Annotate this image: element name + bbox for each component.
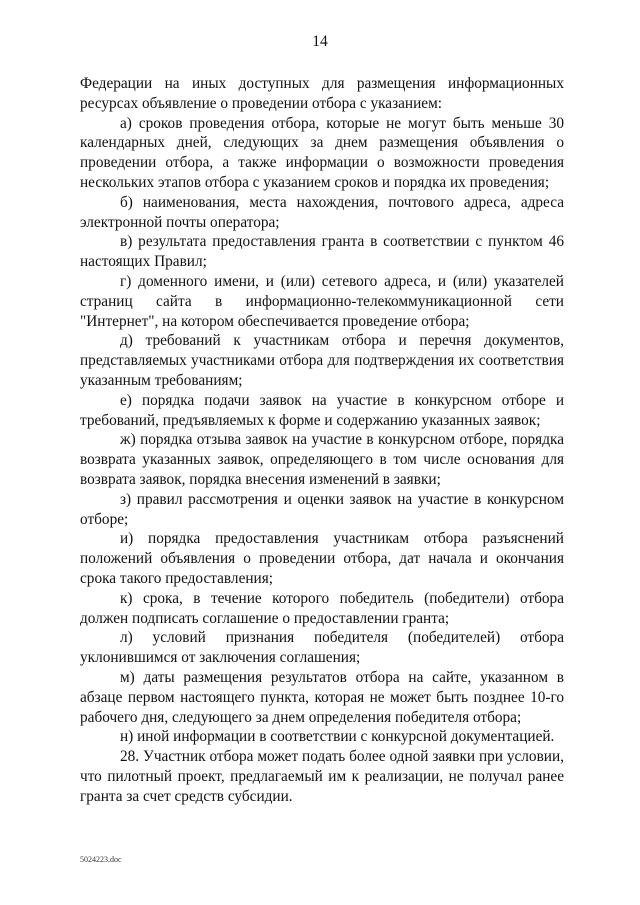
paragraph-item-k: к) срока, в течение которого победитель (победители) отбора должен подписать соглашение о предоставлении гранта; [80,589,564,627]
paragraph-clause-28: 28. Участник отбора может подать более одной заявки при условии, что пилотный проект, предлагаемый им к реализации, не получал ранее гранта за счет средств субсидии. [80,748,564,805]
paragraph-item-g: г) доменного имени, и (или) сетевого адреса, и (или) указателей страниц сайта в информационно-телекоммуникационной сети "Интернет", на котором обеспечивается проведение отбора; [80,272,564,330]
paragraph-item-m: м) даты размещения результатов отбора на сайте, указанном в абзаце первом настоящего пункта, которая не может быть позднее 10-го рабочего дня, следующего за днем определения победителя отбора; [80,668,564,726]
paragraph-item-b: б) наименования, места нахождения, почтового адреса, адреса электронной почты оператора; [80,193,564,231]
paragraph-item-e: е) порядка подачи заявок на участие в конкурсном отборе и требований, предъявляемых к форме и содержанию указанных заявок; [80,391,564,429]
document-body [80,74,564,806]
paragraph-item-z: з) правил рассмотрения и оценки заявок на участие в конкурсном отборе; [80,490,564,528]
paragraph-item-v: в) результата предоставления гранта в соответствии с пунктом 46 настоящих Правил; [80,233,564,271]
paragraph-item-l: л) условий признания победителя (победителей) отбора уклонившимся от заключения соглашения; [80,629,564,667]
document-file-code: 5024223.doc [80,855,122,864]
paragraph-item-i: и) порядка предоставления участникам отбора разъяснений положений объявления о проведении отбора, дат начала и окончания срока такого предоставления; [80,530,564,587]
paragraph-item-n: н) иной информации в соответствии с конкурсной документацией. [120,728,555,746]
paragraph-item-d: д) требований к участникам отбора и перечня документов, представляемых участниками отбора для подтверждения их соответствия указанным требованиям; [80,332,564,389]
page-number: 14 [312,33,328,50]
paragraph-item-zh: ж) порядка отзыва заявок на участие в конкурсном отборе, порядка возврата указанных заявок, определяющего в том числе основания для возврата заявок, порядка внесения изменений в заявки; [80,431,564,488]
paragraph-item-a: а) сроков проведения отбора, которые не могут быть меньше 30 календарных дней, следующих за днем размещения объявления о проведении отбора, а также информации о возможности проведения нескольких этапов отбора с указанием сроков и порядка их проведения; [80,114,564,191]
paragraph-continuation: Федерации на иных доступных для размещения информационных ресурсах объявление о проведении отбора с указанием: [80,75,564,112]
